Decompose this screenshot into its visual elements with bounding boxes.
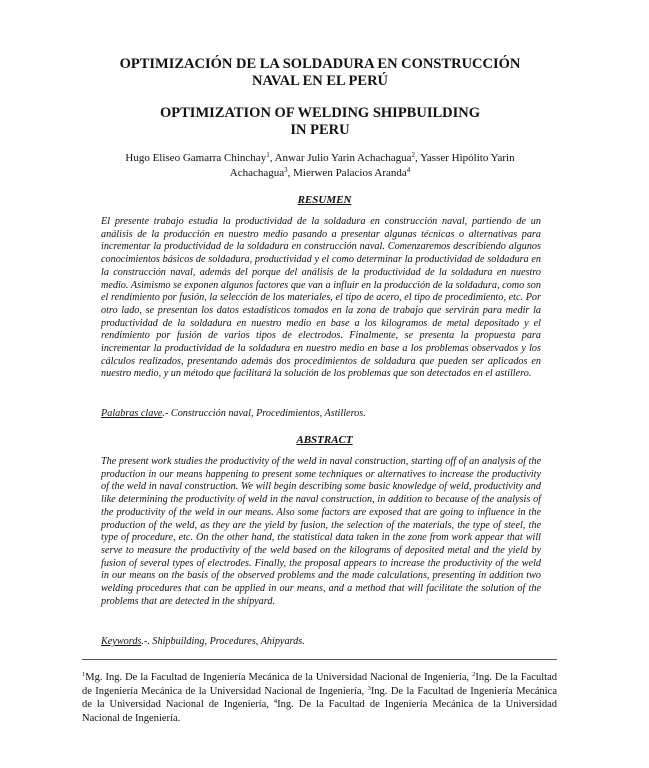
author-name: Anwar Julio Yarin Achachagua xyxy=(274,152,412,164)
author-name: Yasser Hipólito Yarin Achachagua xyxy=(229,152,515,179)
english-title-line-1: OPTIMIZATION OF WELDING SHIPBUILDING xyxy=(160,105,480,121)
footnote-divider xyxy=(82,659,557,660)
footnote-text: Mg. Ing. De la Facultad de Ingeniería Mecánica de la Universidad Nacional de Ingeniería, xyxy=(85,672,473,683)
author-affiliation-mark: 3 xyxy=(284,166,288,174)
spanish-title xyxy=(90,56,550,90)
affiliation-footnotes xyxy=(82,671,557,725)
author-name: Hugo Eliseo Gamarra Chinchay xyxy=(125,152,267,164)
spanish-title-line-2: NAVAL EN EL PERÚ xyxy=(251,73,389,89)
footnote-mark: 3 xyxy=(367,684,371,692)
footnote-text: Ing. De la Facultad de Ingeniería Mecánica de la Universidad Nacional de Ingeniería, xyxy=(82,685,558,710)
abstract-heading xyxy=(0,434,649,446)
resumen-heading xyxy=(0,194,649,206)
author-affiliation-mark: 2 xyxy=(411,151,415,159)
resumen-paragraph: El presente trabajo estudia la productividad de la soldadura en construcción naval, partiendo de un análisis de la producción en nuestro medio pasando a presentar algunas técnicas o alternativas para incrementar la productividad de la soldadura en construcción naval. Comenzaremos describiendo algunos conocimientos básicos de soldadura, productividad y el como determinar la productividad de soldadura en la construcción naval, además del porque del análisis de la productividad de la soldadura en nuestro medio. Asimismo se exponen algunos factores que van a influir en la producción de la soldadura, como son el rendimiento por fusión, la selección de los materiales, el tipo de acero, el tipo de procedimiento, etc. Por otro lado, se presentan los datos estadísticos tomados en la zona de trabajo que servirán para medir la productividad de la soldadura en nuestro medio en base a los kilogramos de metal depositado y el rendimiento por fusión de varios tipos de electrodos. Finalmente, se presenta la propuesta para incrementar la productividad de la soldadura en nuestro medio en base a los problemas observados y los cálculos realizados, presentando además dos procedimientos de soldadura que pueden ser aplicados en nuestro medio, y un método que facilitará la solución de los problemas que son detectados en el astillero. xyxy=(101,216,541,380)
resumen-heading-text: RESUMEN xyxy=(297,194,352,206)
footnote-text: Ing. De la Facultad de Ingeniería Mecánica de la Universidad Nacional de Ingeniería, xyxy=(82,672,557,697)
author-list: Hugo Eliseo Gamarra Chinchay$^1$, Anwar Julio Yarin Achachagua$^2$, Yasser Hipólito Yarin Achachagua$^3$, Mierwen Palacios Aranda$^4$ xyxy=(125,151,515,179)
spanish-title-line-1: OPTIMIZACIÓN DE LA SOLDADURA EN CONSTRUCCIÓN xyxy=(119,56,521,72)
english-title xyxy=(90,105,550,139)
keywords xyxy=(101,636,541,647)
english-title-line-2: IN PERU xyxy=(290,122,350,138)
footnote-mark: 4 xyxy=(273,698,278,705)
abstract-paragraph: The present work studies the productivity of the weld in naval construction, starting off of an analysis of the production in our means happening to present some techniques or alternatives to increase the productivity of the weld in naval construction. We will begin describing some basic knowledge of weld, productivity and like determining the productivity of weld in the naval construction, in addition to because of the analysis of the productivity of the weld in our means. Also some factors are exposed that are going to influence in the production of the weld, as they are the yield by fusion, the selection of the materials, the type of steel, the type of procedure, etc. On the other hand, the statistical data taken in the zone from work appear that will serve to measure the productivity of the weld based on the kilograms of deposited metal and the yield by fusion of several types of electrodes. Finally, the proposal appears to increase the productivity of the weld in our means on the basis of the observed problems and the made calculations, presenting in addition two welding procedures that can be applied in our means, and a method that will facilitate the solution of the problems that are detected in the shipyard. xyxy=(101,456,541,607)
author-affiliation-mark: 4 xyxy=(406,166,411,174)
palabras-clave xyxy=(101,408,541,419)
keywords-label: Keywords xyxy=(101,636,142,647)
footnote-text: Ing. De la Facultad de Ingeniería Mecánica de la Universidad Nacional de Ingeniería. xyxy=(82,699,557,724)
author-name: Mierwen Palacios Aranda xyxy=(293,167,407,179)
footnote-mark: 2 xyxy=(472,671,476,678)
abstract-heading-text: ABSTRACT xyxy=(296,434,353,446)
footnote-mark: 1 xyxy=(82,671,86,678)
keywords-text: .-. Shipbuilding, Procedures, Ahipyards. xyxy=(141,636,305,647)
palabras-clave-text: .- Construcción naval, Procedimientos, Astilleros. xyxy=(162,408,366,419)
palabras-clave-label: Palabras clave xyxy=(101,408,163,419)
author-affiliation-mark: 1 xyxy=(266,151,270,159)
